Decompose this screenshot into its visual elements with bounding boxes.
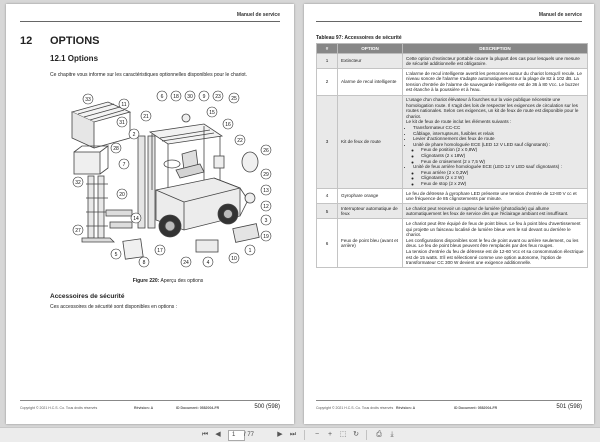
footer-revision: Révision: A bbox=[396, 406, 416, 410]
footer-rule bbox=[20, 400, 280, 401]
right-page bbox=[304, 4, 594, 424]
svg-text:33: 33 bbox=[85, 97, 91, 103]
svg-text:26: 26 bbox=[263, 148, 269, 154]
description-paragraph: La tension d'entrée du feu de détresse est de 12-60 Vcc et sa consommation électrique est de 15 watts. S'il est sélectionné comme une option autonome, l'option de transformateur CC 300 W devient une exigence additionnelle. bbox=[406, 248, 584, 266]
svg-text:6: 6 bbox=[160, 94, 164, 100]
left-page bbox=[6, 4, 294, 424]
svg-text:21: 21 bbox=[143, 114, 149, 120]
table-title: Tableau 97: Accessoires de sécurité bbox=[316, 35, 402, 41]
table-row bbox=[317, 189, 588, 204]
figure-callout bbox=[73, 177, 83, 187]
footer-page-number: 500 (598) bbox=[254, 404, 280, 410]
svg-text:29: 29 bbox=[263, 172, 269, 178]
column-header: # bbox=[317, 44, 338, 54]
zoom-in-icon[interactable]: + bbox=[327, 431, 333, 438]
figure-callout bbox=[223, 119, 233, 129]
svg-text:13: 13 bbox=[263, 188, 269, 194]
figure-callout bbox=[261, 185, 271, 195]
row-description: L'alarme de recul intelligente avertit les personnes autour du chariot lorsqu'il recule. Le niveau sonore de l'alarme s'adapte automatiquement sur la plage de 82 à 102 dB. La tension d'entrée de l'alarme de sauvegarde intelligente est de 36 à 80 Vcc. Le buzzer est étanche à la poussière et à l'eau. bbox=[403, 69, 588, 95]
row-number: 3 bbox=[317, 95, 338, 189]
table-row bbox=[317, 69, 588, 95]
figure-callout bbox=[261, 231, 271, 241]
figure-callout bbox=[261, 169, 271, 179]
sub-list-item: ◦ Feux de position (2 x 0,8W) bbox=[421, 147, 584, 153]
table-row bbox=[317, 204, 588, 219]
svg-text:10: 10 bbox=[231, 256, 237, 262]
figure-callout bbox=[111, 143, 121, 153]
figure-callout bbox=[185, 91, 195, 101]
figure-callout bbox=[199, 91, 209, 101]
row-option: Alarme de recul intelligente bbox=[338, 69, 403, 95]
figure-caption-text: Aperçu des options bbox=[160, 278, 204, 284]
bullet-list bbox=[406, 125, 584, 187]
table-row bbox=[317, 54, 588, 69]
svg-text:27: 27 bbox=[75, 228, 81, 234]
figure-callout bbox=[141, 111, 151, 121]
svg-text:11: 11 bbox=[121, 102, 127, 108]
figure-callout bbox=[117, 117, 127, 127]
description-list-intro: Le kit de feux de route inclut les éléments suivants : bbox=[406, 119, 512, 125]
rotate-icon[interactable]: ↻ bbox=[353, 431, 359, 438]
svg-text:15: 15 bbox=[209, 110, 215, 116]
page-total: / 77 bbox=[244, 432, 255, 438]
sub-list-item: ◦ Feux de stop (2 x 2W) bbox=[421, 181, 584, 187]
next-page-icon[interactable]: ▶ bbox=[277, 431, 283, 438]
figure-callout bbox=[229, 253, 239, 263]
sub-list-item: ◦ Clignotants (2 x 18W) bbox=[421, 153, 584, 159]
figure-callout bbox=[261, 201, 271, 211]
row-description bbox=[403, 95, 588, 189]
svg-text:19: 19 bbox=[263, 234, 269, 240]
svg-text:14: 14 bbox=[133, 216, 139, 222]
list-item-text: Unité de feux arrière homologuée ECE (LED 12 V LED sauf clignotants) : bbox=[413, 164, 562, 170]
svg-text:1: 1 bbox=[248, 248, 252, 254]
figure-callout bbox=[131, 213, 141, 223]
figure-callout bbox=[207, 107, 217, 117]
list-item: • Levier d'actionnement des feux de route bbox=[413, 136, 584, 142]
row-number: 4 bbox=[317, 189, 338, 204]
svg-text:8: 8 bbox=[142, 260, 146, 266]
row-number: 1 bbox=[317, 54, 338, 69]
sub-bullet-list bbox=[413, 170, 584, 187]
viewer-toolbar bbox=[0, 427, 600, 442]
footer-copyright: Copyright © 2021 H.C.S. Co. Tous droits réservés bbox=[20, 406, 98, 410]
list-item bbox=[413, 164, 584, 186]
footer-page-number: 501 (598) bbox=[556, 404, 582, 410]
svg-text:4: 4 bbox=[206, 260, 210, 266]
row-description: Cette option d'extincteur portable couvre la plupart des cas pour lesquels une mesure de sécurité additionnelle est obligatoire. bbox=[403, 54, 588, 69]
first-page-icon[interactable]: ⏮ bbox=[201, 431, 209, 438]
row-number: 5 bbox=[317, 204, 338, 219]
description-paragraph: L'usage d'un chariot élévateur à fourches sur la voie publique nécessite une homologation route. Il s'agit des lois de respecter les exigences de circulation sur les routes nationales. Selon ces exigences, un kit de feux de route est disponible pour le chariot. bbox=[406, 97, 579, 119]
column-header: DESCRIPTION bbox=[403, 44, 588, 54]
row-option: Kit de feux de route bbox=[338, 95, 403, 189]
row-option: Extincteur bbox=[338, 54, 403, 69]
svg-text:3: 3 bbox=[264, 218, 268, 224]
column-header: OPTION bbox=[338, 44, 403, 54]
figure-callout bbox=[181, 257, 191, 267]
safety-accessories-table bbox=[316, 43, 588, 268]
fit-page-icon[interactable]: ⬚ bbox=[339, 431, 347, 438]
figure-caption-label: Figure 220: bbox=[132, 278, 160, 284]
figure-callout bbox=[111, 249, 121, 259]
list-item bbox=[413, 142, 584, 164]
footer-revision: Révision: A bbox=[134, 406, 154, 410]
figure-callout bbox=[117, 189, 127, 199]
row-number: 6 bbox=[317, 219, 338, 268]
header-title: Manuel de service bbox=[236, 12, 280, 18]
svg-text:22: 22 bbox=[237, 138, 243, 144]
row-description bbox=[403, 219, 588, 268]
list-item: • Câblage, interrupteurs, fusibles et relais bbox=[413, 131, 584, 137]
list-item: • Transformateur CC-CC bbox=[413, 125, 584, 131]
chapter-number: 12 bbox=[20, 35, 33, 47]
svg-text:2: 2 bbox=[132, 132, 136, 138]
row-description: Le chariot peut recevoir un capteur de lumière (photodiode) qui allume automatiquement les feux de service dès que l'éclairage ambiant est insuffisant. bbox=[403, 204, 588, 219]
last-page-icon[interactable]: ⏭ bbox=[289, 431, 297, 438]
figure-callout bbox=[119, 159, 129, 169]
sub-list-item: ◦ Clignotants (2 x 2 W) bbox=[421, 175, 584, 181]
row-option: Gyrophare orange bbox=[338, 189, 403, 204]
forklift-options-figure bbox=[64, 90, 278, 270]
prev-page-icon[interactable]: ◀ bbox=[215, 431, 221, 438]
svg-text:5: 5 bbox=[114, 252, 118, 258]
figure-callout bbox=[119, 99, 129, 109]
download-icon[interactable]: ⤓ bbox=[390, 431, 394, 438]
svg-text:17: 17 bbox=[157, 248, 163, 254]
figure-callout bbox=[171, 91, 181, 101]
svg-text:28: 28 bbox=[113, 146, 119, 152]
table-row bbox=[317, 95, 588, 189]
svg-text:18: 18 bbox=[173, 94, 179, 100]
figure-callout bbox=[229, 93, 239, 103]
figure-callout bbox=[235, 135, 245, 145]
print-icon[interactable]: ⎙ bbox=[376, 431, 382, 438]
row-number: 2 bbox=[317, 69, 338, 95]
chapter-title: OPTIONS bbox=[50, 35, 100, 47]
header-title: Manuel de service bbox=[538, 12, 582, 18]
svg-text:16: 16 bbox=[225, 122, 231, 128]
subsection-title: Accessoires de sécurité bbox=[50, 293, 125, 300]
subsection-text: Ces accessoires de sécurité sont disponibles en options : bbox=[50, 304, 178, 310]
figure-callout bbox=[261, 145, 271, 155]
row-option: Feux de point bleu (avant et arrière) bbox=[338, 219, 403, 268]
svg-text:31: 31 bbox=[119, 120, 125, 126]
table-row bbox=[317, 219, 588, 268]
figure-callout bbox=[83, 94, 93, 104]
header-rule bbox=[316, 21, 582, 22]
table-header-row bbox=[317, 44, 588, 54]
toolbar-divider bbox=[366, 430, 367, 440]
figure-callout bbox=[129, 129, 139, 139]
row-description: Le feu de détresse à gyrophare LED présente une tension d'entrée de 12-80 V cc et une fréquence de 85 clignotements par minute. bbox=[403, 189, 588, 204]
header-rule bbox=[20, 21, 280, 22]
figure-callout bbox=[157, 91, 167, 101]
figure-caption bbox=[50, 278, 286, 284]
row-option: Interrupteur automatique de feux bbox=[338, 204, 403, 219]
description-paragraph: Le chariot peut être équipé de feux de point bleus. Le feu à point bleu d'avertissement qui projette un faisceau localisé de lumière bleue vers le sol devant ou derrière le chariot. bbox=[406, 220, 581, 238]
svg-text:32: 32 bbox=[75, 180, 81, 186]
svg-text:20: 20 bbox=[119, 192, 125, 198]
toolbar-divider bbox=[304, 430, 305, 440]
section-title: 12.1 Options bbox=[50, 54, 99, 63]
figure-callout bbox=[261, 215, 271, 225]
svg-text:7: 7 bbox=[122, 162, 126, 168]
sub-list-item: ◦ Feux arrière (2 x 0,3W) bbox=[421, 170, 584, 176]
svg-text:30: 30 bbox=[187, 94, 193, 100]
zoom-out-icon[interactable]: − bbox=[314, 431, 320, 438]
intro-text: Ce chapitre vous informe sur les caractéristiques optionnelles disponibles pour le chariot. bbox=[50, 72, 248, 78]
list-item-text: Unité de phare homologuée ECE (LED 12 V LED sauf clignotants) : bbox=[413, 141, 551, 147]
footer-rule bbox=[316, 400, 582, 401]
footer-copyright: Copyright © 2021 H.C.S. Co. Tous droits réservés bbox=[316, 406, 394, 410]
page-number-input[interactable]: 1 bbox=[228, 430, 245, 441]
figure-callout bbox=[139, 257, 149, 267]
figure-callout bbox=[245, 245, 255, 255]
figure-callout bbox=[155, 245, 165, 255]
svg-text:12: 12 bbox=[263, 204, 269, 210]
description-paragraph: Les configurations disponibles sont le feu de point avant ou arrière seulement, ou les deux. Le feu de point bleus peuvent être remplacés par des feux rouges. bbox=[406, 237, 579, 249]
figure-callout bbox=[213, 91, 223, 101]
svg-text:25: 25 bbox=[231, 96, 237, 102]
figure-callout bbox=[203, 257, 213, 267]
svg-text:23: 23 bbox=[215, 94, 221, 100]
sub-bullet-list bbox=[413, 147, 584, 164]
footer-doc-id: ID Document: 0582004-FR bbox=[176, 406, 220, 410]
footer-doc-id: ID Document: 0582004-FR bbox=[454, 406, 498, 410]
sub-list-item: ◦ Feux de croisement (2 x 7,5 W) bbox=[421, 159, 584, 165]
svg-text:24: 24 bbox=[183, 260, 189, 266]
svg-text:9: 9 bbox=[202, 94, 206, 100]
figure-callout bbox=[73, 225, 83, 235]
